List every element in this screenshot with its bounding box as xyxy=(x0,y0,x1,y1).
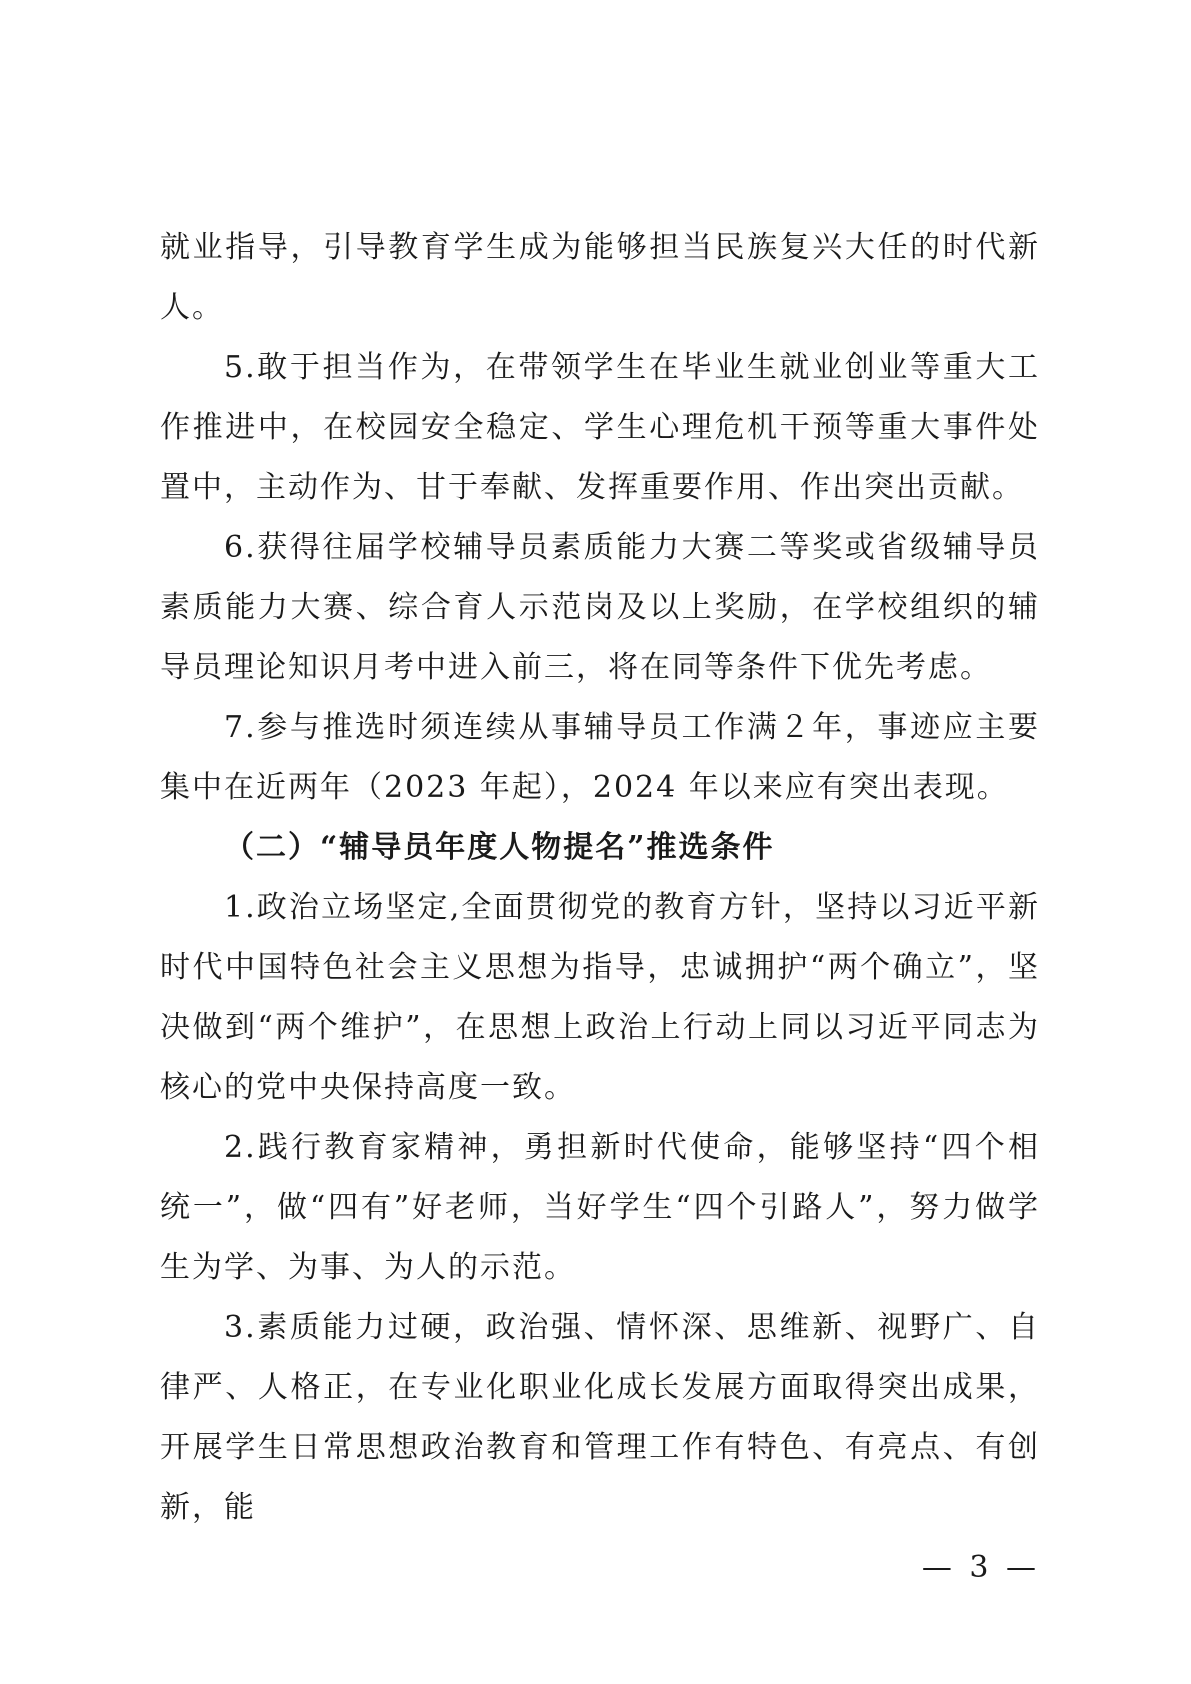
list-item-3: 3.素质能力过硬，政治强、情怀深、思维新、视野广、自律严、人格正，在专业化职业化成长发展方面取得突出成果，开展学生日常思想政治教育和管理工作有特色、有亮点、有创新，能 xyxy=(160,1310,1040,1525)
paragraph-continuation: 就业指导，引导教育学生成为能够担当民族复兴大任的时代新人。 xyxy=(160,230,1040,325)
page-number: — 3 — xyxy=(921,1550,1040,1585)
list-item-7: 7.参与推选时须连续从事辅导员工作满２年，事迹应主要集中在近两年（2023 年起），2024 年以来应有突出表现。 xyxy=(160,710,1040,805)
list-item-2: 2.践行教育家精神，勇担新时代使命，能够坚持“四个相统一”，做“四有”好老师，当好学生“四个引路人”，努力做学生为学、为事、为人的示范。 xyxy=(160,1130,1040,1285)
list-item-5: 5.敢于担当作为，在带领学生在毕业生就业创业等重大工作推进中，在校园安全稳定、学生心理危机干预等重大事件处置中，主动作为、甘于奉献、发挥重要作用、作出突出贡献。 xyxy=(160,350,1040,505)
document-body xyxy=(160,218,1040,1538)
list-item-1: 1.政治立场坚定,全面贯彻党的教育方针，坚持以习近平新时代中国特色社会主义思想为指导，忠诚拥护“两个确立”，坚决做到“两个维护”，在思想上政治上行动上同以习近平同志为核心的党中央保持高度一致。 xyxy=(160,890,1040,1105)
section-heading: （二）“辅导员年度人物提名”推选条件 xyxy=(224,830,775,865)
list-item-6: 6.获得往届学校辅导员素质能力大赛二等奖或省级辅导员素质能力大赛、综合育人示范岗及以上奖励，在学校组织的辅导员理论知识月考中进入前三，将在同等条件下优先考虑。 xyxy=(160,530,1040,685)
